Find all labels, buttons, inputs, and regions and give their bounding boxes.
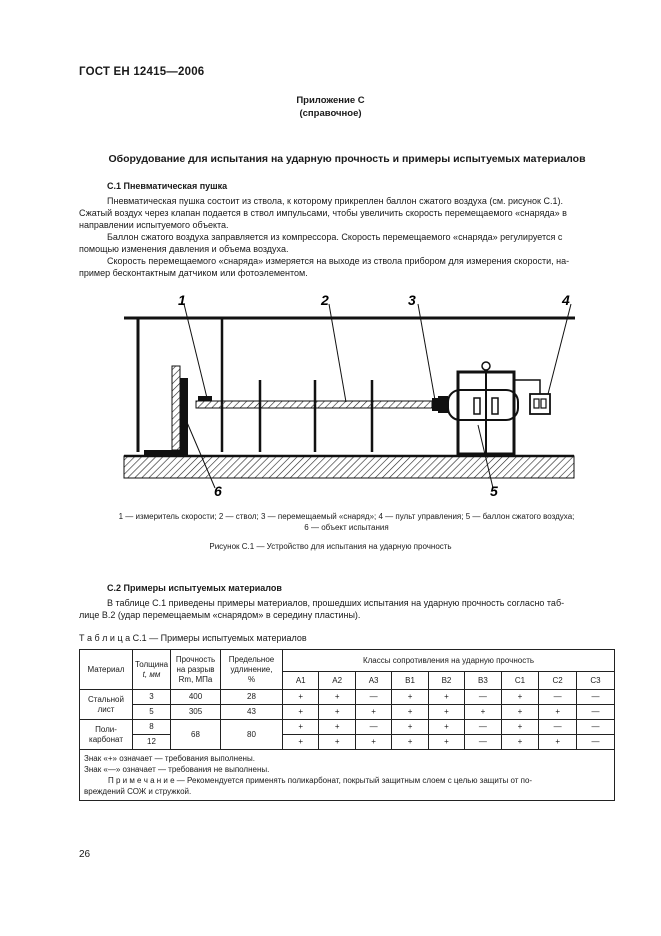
figure-label-3: 3 (408, 292, 416, 308)
class-col: A2 (319, 672, 355, 690)
document-header: ГОСТ ЕН 12415—2006 (79, 66, 205, 78)
cell: + (283, 720, 319, 735)
cell: + (428, 705, 464, 720)
cell: 12 (133, 735, 171, 750)
cell: 3 (133, 690, 171, 705)
cell: + (428, 735, 464, 750)
cell: + (501, 705, 539, 720)
appendix-subtitle: (справочное) (299, 108, 362, 119)
cell: 5 (133, 705, 171, 720)
cell: — (539, 720, 577, 735)
cell: + (319, 720, 355, 735)
cell: 68 (171, 720, 221, 750)
impact-test-figure (110, 290, 590, 505)
header-thickness: Толщина t, мм (133, 650, 171, 690)
cell: 80 (221, 720, 283, 750)
cell: + (501, 735, 539, 750)
material-steel: Стальной лист (80, 690, 133, 720)
materials-table (79, 649, 615, 801)
appendix-title: Приложение С (296, 95, 365, 106)
material-polycarbonate: Поли- карбонат (80, 720, 133, 750)
cell: — (355, 720, 391, 735)
cell: 43 (221, 705, 283, 720)
cell: + (355, 705, 391, 720)
figure-legend: 1 — измеритель скорости; 2 — ствол; 3 — перемещаемый «снаряд»; 4 — пульт управления; 5 — баллон сжатого воздуха; 6 — объект испытания (118, 512, 575, 532)
cell: — (465, 720, 501, 735)
cell: — (465, 690, 501, 705)
cell: + (392, 705, 428, 720)
class-col: B1 (392, 672, 428, 690)
table-row (80, 735, 615, 750)
cell: — (355, 690, 391, 705)
cell: + (392, 690, 428, 705)
table-notes: Знак «+» означает — требования выполнены. Знак «—» означает — требования не выполнены. П р и м е ч а н и е — Рекомендуется применять поликарбонат, покрытый защитным слоем с целью защиты от по- вреждений СОЖ и стружкой. (80, 750, 615, 801)
section-1-text: Пневматическая пушка состоит из ствола, к которому прикреплен баллон сжатого воздуха (см. рисунок С.1). Сжатый воздух через клапан подается в ствол импульсами, чтобы увеличить скорость перемещаемого «снаряда» в направлении испытуемого объекта. Баллон сжатого воздуха заправляется из компрессора. Скорость перемещаемого «снаряда» регулируется с помощью изменения давления и объема воздуха. Скорость перемещаемого «снаряда» измеряется на выходе из ствола прибором для измерения скорости, на- пример бесконтактным датчиком или фотоэлементом. (79, 196, 570, 278)
main-title: Оборудование для испытания на ударную прочность и примеры испытуемых материалов (108, 153, 586, 165)
class-col: C2 (539, 672, 577, 690)
table-row (80, 690, 615, 705)
cell: + (428, 720, 464, 735)
cell: — (577, 720, 615, 735)
figure-label-2: 2 (321, 292, 329, 308)
cell: — (539, 690, 577, 705)
cell: 8 (133, 720, 171, 735)
cell: + (283, 735, 319, 750)
figure-caption: Рисунок С.1 — Устройство для испытания на ударную прочность (209, 542, 452, 551)
class-col: C1 (501, 672, 539, 690)
cell: + (501, 720, 539, 735)
page-number: 26 (79, 849, 91, 860)
figure-label-1: 1 (178, 292, 186, 308)
cell: + (465, 705, 501, 720)
cell: + (501, 690, 539, 705)
cell: — (577, 705, 615, 720)
cell: + (283, 690, 319, 705)
cell: + (319, 690, 355, 705)
cell: + (428, 690, 464, 705)
cell: + (539, 705, 577, 720)
cell: — (577, 690, 615, 705)
figure-label-4: 4 (562, 292, 570, 308)
cell: + (392, 735, 428, 750)
cell: + (392, 720, 428, 735)
cell: + (283, 705, 319, 720)
figure-label-5: 5 (490, 483, 498, 499)
header-strength: Прочность на разрыв Rm, МПа (171, 650, 221, 690)
cell: 400 (171, 690, 221, 705)
class-col: A3 (355, 672, 391, 690)
table-row (80, 720, 615, 735)
cell: — (465, 735, 501, 750)
class-col: C3 (577, 672, 615, 690)
table-caption: Т а б л и ц а С.1 — Примеры испытуемых материалов (79, 633, 307, 643)
section-2-text: В таблице С.1 приведены примеры материалов, прошедших испытания на ударную прочность согласно таб- лице В.2 (удар перемещаемым «снарядом» в середину пластины). (79, 598, 565, 620)
cell: + (539, 735, 577, 750)
section-2-heading: С.2 Примеры испытуемых материалов (107, 583, 282, 593)
class-col: A1 (283, 672, 319, 690)
cell: 305 (171, 705, 221, 720)
cell: + (319, 735, 355, 750)
cell: + (319, 705, 355, 720)
figure-label-6: 6 (214, 483, 222, 499)
header-material: Материал (80, 650, 133, 690)
cell: 28 (221, 690, 283, 705)
header-elongation: Предельное удлинение, % (221, 650, 283, 690)
cell: — (577, 735, 615, 750)
header-classes: Классы сопротивления на ударную прочность (283, 650, 615, 672)
section-1-heading: С.1 Пневматическая пушка (107, 181, 228, 191)
class-col: B3 (465, 672, 501, 690)
cell: + (355, 735, 391, 750)
class-col: B2 (428, 672, 464, 690)
table-row (80, 705, 615, 720)
